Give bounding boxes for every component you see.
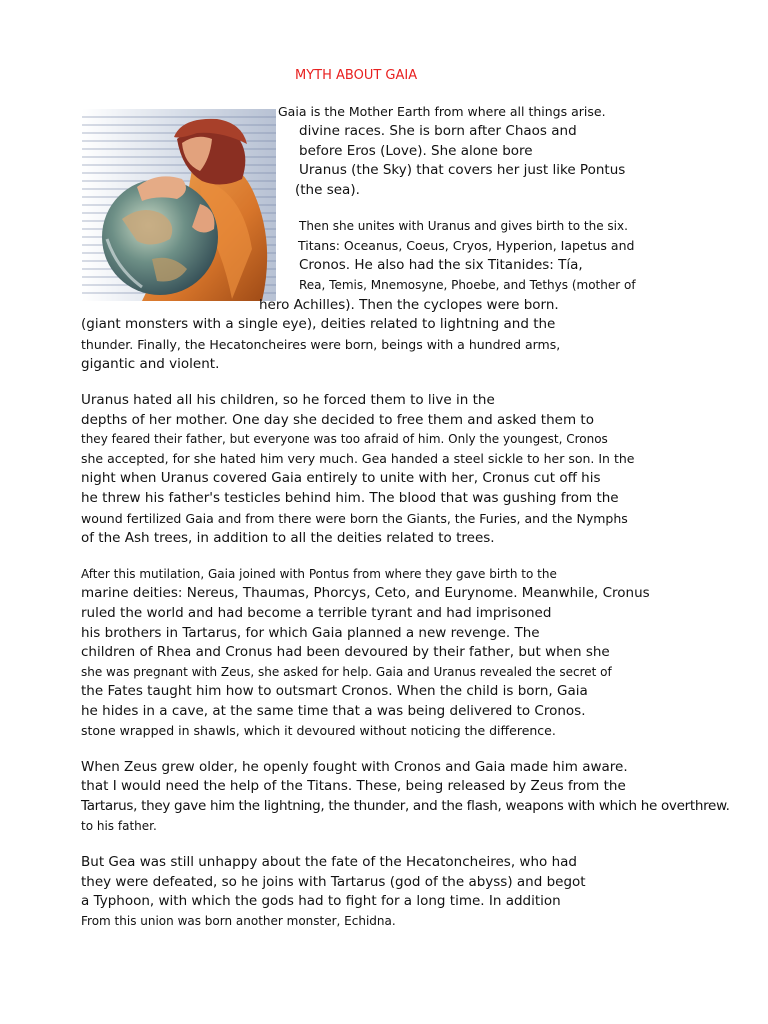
text-line: he hides in a cave, at the same time that a was being delivered to Cronos.	[81, 703, 586, 719]
text-line: gigantic and violent.	[81, 356, 220, 372]
text-line: thunder. Finally, the Hecatoncheires were born, beings with a hundred arms,	[81, 337, 561, 352]
text-line: of the Ash trees, in addition to all the deities related to trees.	[81, 530, 495, 546]
text-line: hero Achilles). Then the cyclopes were born.	[259, 297, 559, 313]
text-line: he threw his father's testicles behind him. The blood that was gushing from the	[81, 490, 619, 506]
text-line: a Typhoon, with which the gods had to fight for a long time. In addition	[81, 893, 561, 909]
text-line: the Fates taught him how to outsmart Cronos. When the child is born, Gaia	[81, 683, 588, 699]
text-line: Rea, Temis, Mnemosyne, Phoebe, and Tethys (mother of	[299, 278, 636, 292]
text-line: divine races. She is born after Chaos and	[299, 123, 577, 139]
text-line: they were defeated, so he joins with Tartarus (god of the abyss) and begot	[81, 874, 586, 890]
text-line: Gaia is the Mother Earth from where all things arise.	[278, 104, 606, 119]
text-line: Uranus hated all his children, so he forced them to live in the	[81, 392, 495, 408]
text-line: But Gea was still unhappy about the fate of the Hecatoncheires, who had	[81, 854, 577, 870]
text-line: (giant monsters with a single eye), deities related to lightning and the	[81, 316, 556, 332]
text-line: Then she unites with Uranus and gives birth to the six.	[299, 219, 628, 233]
text-line: that I would need the help of the Titans. These, being released by Zeus from the	[81, 778, 626, 794]
text-line: before Eros (Love). She alone bore	[299, 143, 533, 159]
text-line: ruled the world and had become a terrible tyrant and had imprisoned	[81, 605, 552, 621]
text-line: children of Rhea and Cronus had been devoured by their father, but when she	[81, 644, 610, 660]
text-line: Cronos. He also had the six Titanides: Tía,	[299, 257, 583, 273]
page-title: MYTH ABOUT GAIA	[295, 68, 418, 83]
gaia-painting-image	[82, 109, 276, 301]
text-line: marine deities: Nereus, Thaumas, Phorcys, Ceto, and Eurynome. Meanwhile, Cronus	[81, 585, 650, 601]
text-line: stone wrapped in shawls, which it devoured without noticing the difference.	[81, 723, 556, 738]
text-line: After this mutilation, Gaia joined with Pontus from where they gave birth to the	[81, 567, 557, 581]
text-line: wound fertilized Gaia and from there were born the Giants, the Furies, and the Nymphs	[81, 511, 628, 526]
text-line: she was pregnant with Zeus, she asked for help. Gaia and Uranus revealed the secret of	[81, 665, 612, 679]
text-line: (the sea).	[295, 182, 360, 198]
text-line: she accepted, for she hated him very much. Gea handed a steel sickle to her son. In the	[81, 451, 635, 466]
text-line: night when Uranus covered Gaia entirely to unite with her, Cronus cut off his	[81, 470, 601, 486]
text-line: his brothers in Tartarus, for which Gaia planned a new revenge. The	[81, 625, 540, 641]
text-line: they feared their father, but everyone was too afraid of him. Only the youngest, Cronos	[81, 432, 608, 446]
text-line: When Zeus grew older, he openly fought with Cronos and Gaia made him aware.	[81, 759, 628, 775]
text-line: Uranus (the Sky) that covers her just like Pontus	[299, 162, 626, 178]
text-line: depths of her mother. One day she decided to free them and asked them to	[81, 412, 594, 428]
text-line: to his father.	[81, 819, 157, 833]
text-line: Titans: Oceanus, Coeus, Cryos, Hyperion, Iapetus and	[298, 238, 635, 253]
text-line: Tartarus, they gave him the lightning, the thunder, and the flash, weapons with which he overthrew.	[81, 798, 730, 814]
text-line: From this union was born another monster, Echidna.	[81, 914, 396, 928]
